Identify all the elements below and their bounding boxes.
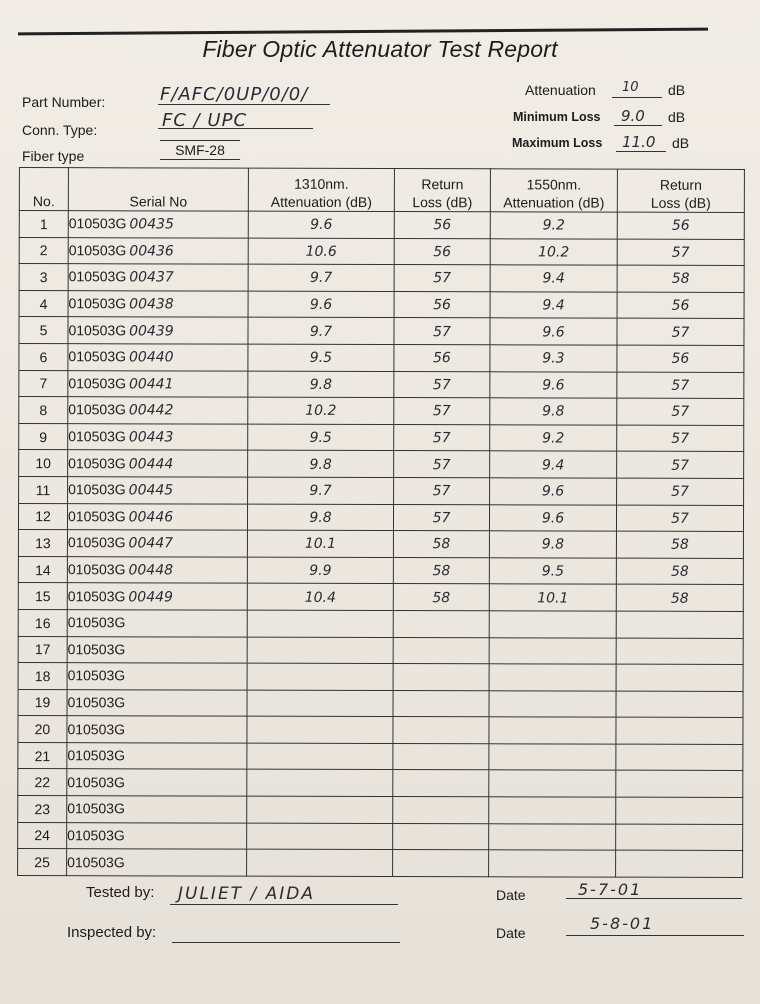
report-title: Fiber Optic Attenuator Test Report <box>202 36 558 62</box>
table-row <box>18 769 743 797</box>
row-rl1310 <box>393 823 489 850</box>
max-loss-label: Maximum Loss <box>512 136 603 150</box>
serial-prefix: 010503G <box>67 534 126 551</box>
row-att1310: 9.8 <box>247 504 393 531</box>
table-row <box>19 211 744 239</box>
col-header-att1310: 1310nm. Attenuation (dB) <box>248 168 394 211</box>
fiber-type-label: Fiber type <box>22 148 85 164</box>
conn-type-underline <box>158 128 313 129</box>
serial-prefix: 010503G <box>67 800 125 817</box>
row-att1310: 9.5 <box>248 424 394 451</box>
attenuation-label: Attenuation <box>525 82 596 98</box>
row-serial <box>68 317 248 344</box>
serial-prefix: 010503G <box>67 667 126 684</box>
row-no: 7 <box>19 370 68 397</box>
col-header-serial: Serial No <box>68 168 248 211</box>
row-no: 6 <box>19 344 68 371</box>
row-serial <box>67 636 247 663</box>
table-row <box>18 822 743 850</box>
row-att1550 <box>489 850 616 877</box>
row-rl1550: 58 <box>616 584 743 611</box>
row-rl1550: 57 <box>617 478 744 505</box>
row-att1310 <box>247 610 393 637</box>
min-loss-unit: dB <box>668 109 686 125</box>
row-att1550: 9.5 <box>489 558 616 585</box>
attenuation-underline <box>612 97 662 98</box>
row-rl1310: 57 <box>394 318 490 345</box>
part-number-label: Part Number: <box>22 94 106 110</box>
row-no: 5 <box>19 317 68 344</box>
serial-prefix: 010503G <box>67 561 126 578</box>
serial-prefix: 010503G <box>68 454 126 471</box>
table-row <box>19 237 744 265</box>
row-serial <box>68 450 248 477</box>
row-att1550 <box>489 690 616 717</box>
row-rl1550 <box>616 771 743 798</box>
serial-prefix: 010503G <box>68 348 127 365</box>
serial-number: 00444 <box>128 455 174 473</box>
table-row <box>18 609 743 637</box>
table-row <box>18 636 743 664</box>
row-no: 1 <box>19 211 68 238</box>
conn-type-value: FC / UPC <box>162 110 248 131</box>
row-serial <box>68 423 248 450</box>
row-no: 17 <box>18 636 67 663</box>
row-rl1310: 58 <box>393 584 489 611</box>
tested-by-label: Tested by: <box>86 884 155 901</box>
row-no: 23 <box>18 796 67 823</box>
table-row <box>18 716 743 744</box>
min-loss-label: Minimum Loss <box>513 110 601 124</box>
row-no: 19 <box>18 689 67 716</box>
row-att1310 <box>247 690 393 717</box>
tested-date-underline <box>566 898 742 899</box>
row-serial <box>67 743 247 770</box>
row-serial <box>68 264 248 291</box>
row-att1550 <box>489 770 616 797</box>
row-att1550: 9.2 <box>490 212 617 239</box>
table-row <box>18 796 743 824</box>
table-row <box>18 503 743 531</box>
row-att1310 <box>247 716 393 743</box>
row-serial <box>67 583 247 610</box>
row-no: 20 <box>18 716 67 743</box>
test-results-table <box>17 167 745 878</box>
serial-prefix: 010503G <box>67 587 126 604</box>
row-serial <box>67 822 247 849</box>
table-row <box>19 423 744 451</box>
part-number-underline <box>158 104 330 105</box>
attenuation-unit: dB <box>668 82 686 98</box>
row-att1550: 10.2 <box>490 238 617 265</box>
row-no: 4 <box>19 290 68 317</box>
table-row <box>19 264 744 292</box>
inspected-by-underline <box>172 942 400 943</box>
row-serial <box>68 237 248 264</box>
row-att1550: 9.6 <box>490 478 617 505</box>
row-rl1310: 57 <box>394 477 490 504</box>
row-serial <box>67 530 247 557</box>
row-rl1550: 56 <box>617 345 744 372</box>
row-no: 25 <box>18 849 67 876</box>
table-row <box>19 317 744 345</box>
row-rl1550: 57 <box>617 398 744 425</box>
row-rl1310 <box>393 637 489 664</box>
row-att1550: 9.6 <box>490 318 617 345</box>
serial-prefix: 010503G <box>67 827 125 844</box>
tested-by-underline <box>170 904 398 905</box>
row-rl1550: 57 <box>616 505 743 532</box>
row-att1550: 9.4 <box>490 265 617 292</box>
row-rl1550: 58 <box>616 558 743 585</box>
row-rl1550 <box>616 611 743 638</box>
row-att1310 <box>247 637 393 664</box>
row-att1550 <box>489 664 616 691</box>
row-no: 18 <box>18 663 67 690</box>
table-row <box>19 370 744 398</box>
attenuation-value: 10 <box>622 80 639 95</box>
serial-prefix: 010503G <box>68 401 126 418</box>
row-no: 3 <box>19 264 68 291</box>
row-rl1310: 57 <box>394 451 490 478</box>
row-att1310: 9.6 <box>248 211 394 238</box>
serial-number: 00443 <box>128 429 174 446</box>
table-row <box>19 476 744 504</box>
serial-number: 00445 <box>128 482 174 499</box>
row-rl1550: 58 <box>617 265 744 292</box>
row-no: 22 <box>18 769 67 796</box>
row-rl1310: 58 <box>393 531 489 558</box>
row-serial <box>68 397 248 424</box>
max-loss-underline <box>616 151 666 152</box>
row-serial <box>67 769 247 796</box>
col-header-att1550: 1550nm. Attenuation (dB) <box>490 169 617 212</box>
row-att1310: 9.6 <box>248 291 394 318</box>
row-no: 21 <box>18 742 67 769</box>
table-row <box>18 530 743 558</box>
row-serial <box>68 211 248 238</box>
row-rl1310 <box>393 610 489 637</box>
serial-prefix: 010503G <box>67 773 125 791</box>
tested-date-label: Date <box>496 887 526 903</box>
serial-number: 00436 <box>129 243 174 260</box>
table-header-row <box>19 168 744 213</box>
row-rl1550 <box>616 797 743 824</box>
serial-prefix: 010503G <box>67 853 125 870</box>
row-rl1550: 57 <box>617 318 744 345</box>
row-rl1550 <box>616 824 743 851</box>
row-att1310 <box>247 796 393 823</box>
row-rl1310: 56 <box>394 345 490 372</box>
table-row <box>18 742 743 770</box>
row-att1310 <box>247 743 393 770</box>
row-rl1550: 57 <box>617 372 744 399</box>
row-att1550 <box>489 744 616 771</box>
inspected-by-label: Inspected by: <box>67 924 157 941</box>
row-serial <box>68 370 248 397</box>
table-row <box>18 663 743 691</box>
serial-prefix: 010503G <box>68 242 127 259</box>
row-serial <box>68 344 248 371</box>
row-no: 24 <box>18 822 67 849</box>
row-no: 9 <box>19 423 68 450</box>
row-att1550: 9.8 <box>490 398 617 425</box>
table-row <box>18 849 743 877</box>
row-rl1310: 57 <box>394 398 490 425</box>
serial-prefix: 010503G <box>68 268 127 285</box>
row-rl1550: 57 <box>617 451 744 478</box>
serial-prefix: 010503G <box>67 614 126 631</box>
row-att1310: 10.6 <box>248 238 394 265</box>
part-number-value: F/AFC/0UP/0/0/ <box>160 84 309 105</box>
row-att1310 <box>247 770 393 797</box>
row-serial <box>68 290 248 317</box>
serial-prefix: 010503G <box>67 508 126 525</box>
row-att1550 <box>489 611 616 638</box>
row-att1310: 9.5 <box>248 344 394 371</box>
row-serial <box>67 689 247 716</box>
row-serial <box>67 663 247 690</box>
row-rl1550 <box>616 744 743 771</box>
row-serial <box>67 716 247 743</box>
serial-prefix: 010503G <box>68 295 127 312</box>
serial-number: 00448 <box>128 562 174 579</box>
row-att1550: 9.2 <box>490 425 617 452</box>
row-rl1310: 57 <box>394 371 490 398</box>
tested-by-value: JULIET / AIDA <box>178 884 315 904</box>
top-rule <box>18 28 708 36</box>
row-att1310: 9.8 <box>248 371 394 398</box>
fiber-type-value: SMF-28 <box>160 140 240 160</box>
row-rl1310 <box>393 797 489 824</box>
row-att1310: 10.1 <box>247 530 393 557</box>
row-att1550: 9.3 <box>490 345 617 372</box>
row-att1550: 9.4 <box>490 292 617 319</box>
row-no: 10 <box>19 450 68 477</box>
serial-number: 00442 <box>128 402 174 419</box>
row-att1550: 9.4 <box>490 451 617 478</box>
row-rl1550 <box>616 717 743 744</box>
serial-prefix: 010503G <box>67 694 126 711</box>
inspected-date-label: Date <box>496 925 526 941</box>
row-rl1550 <box>616 638 743 665</box>
row-rl1310: 58 <box>393 557 489 584</box>
serial-number: 00438 <box>129 296 174 313</box>
row-rl1550 <box>616 850 743 877</box>
row-att1550 <box>489 637 616 664</box>
row-rl1310 <box>393 743 489 770</box>
row-no: 13 <box>18 530 67 557</box>
row-att1310: 9.7 <box>248 264 394 291</box>
serial-prefix: 010503G <box>67 720 126 737</box>
row-rl1310 <box>393 664 489 691</box>
row-rl1310 <box>393 690 489 717</box>
row-rl1550: 57 <box>617 239 744 266</box>
row-rl1550 <box>616 664 743 691</box>
col-header-no: No. <box>19 168 68 211</box>
row-rl1550: 57 <box>617 425 744 452</box>
row-rl1310: 56 <box>394 212 490 239</box>
serial-prefix: 010503G <box>68 428 126 445</box>
row-serial <box>67 556 247 583</box>
row-att1310: 9.7 <box>248 318 394 345</box>
row-att1310 <box>247 849 393 876</box>
row-rl1310 <box>393 717 489 744</box>
row-no: 16 <box>18 609 67 636</box>
row-rl1310 <box>393 850 489 877</box>
table-row <box>19 290 744 318</box>
row-rl1310: 56 <box>394 238 490 265</box>
row-att1310 <box>247 823 393 850</box>
row-att1550: 9.6 <box>490 371 617 398</box>
row-serial <box>67 849 247 876</box>
table-row <box>19 344 744 372</box>
serial-number: 00446 <box>128 509 174 526</box>
row-att1310: 9.8 <box>248 450 394 477</box>
serial-number: 00449 <box>128 588 173 606</box>
row-rl1310: 57 <box>394 265 490 292</box>
row-att1550 <box>489 797 616 824</box>
col-header-rl1310: Return Loss (dB) <box>394 169 490 212</box>
serial-number: 00439 <box>129 323 174 340</box>
row-rl1310: 56 <box>394 291 490 318</box>
row-no: 2 <box>19 237 68 264</box>
serial-prefix: 010503G <box>67 747 126 764</box>
row-no: 8 <box>19 397 68 424</box>
row-att1310: 9.9 <box>247 557 393 584</box>
serial-prefix: 010503G <box>68 215 127 232</box>
row-no: 11 <box>19 476 68 503</box>
row-att1310: 10.2 <box>248 397 394 424</box>
row-rl1550: 58 <box>616 531 743 558</box>
row-rl1550: 56 <box>617 292 744 319</box>
table-row <box>19 450 744 478</box>
row-att1550: 9.6 <box>489 504 616 531</box>
table-row <box>18 689 743 717</box>
row-att1310 <box>247 663 393 690</box>
row-att1550: 9.8 <box>489 531 616 558</box>
row-rl1310: 57 <box>394 424 490 451</box>
table-row <box>18 583 743 611</box>
row-serial <box>67 610 247 637</box>
tested-date-value: 5-7-01 <box>578 880 643 899</box>
table-body <box>18 211 745 878</box>
row-serial <box>68 477 248 504</box>
row-rl1310 <box>393 770 489 797</box>
table-row <box>18 556 743 584</box>
serial-number: 00441 <box>128 376 174 393</box>
serial-number: 00447 <box>128 535 174 552</box>
row-no: 15 <box>18 583 67 610</box>
col-header-rl1550: Return Loss (dB) <box>617 169 744 212</box>
min-loss-underline <box>614 125 662 126</box>
row-att1310: 10.4 <box>247 583 393 610</box>
row-att1550 <box>489 823 616 850</box>
max-loss-unit: dB <box>672 135 690 151</box>
min-loss-value: 9.0 <box>621 107 645 125</box>
table-row <box>19 397 744 425</box>
row-rl1550: 56 <box>617 212 744 239</box>
serial-number: 00437 <box>129 269 174 286</box>
max-loss-value: 11.0 <box>622 133 656 151</box>
row-serial <box>67 503 247 530</box>
row-no: 12 <box>18 503 67 530</box>
row-serial <box>67 796 247 823</box>
inspected-date-underline <box>566 935 744 936</box>
serial-prefix: 010503G <box>67 640 126 658</box>
serial-number: 00440 <box>129 349 174 366</box>
serial-prefix: 010503G <box>68 481 126 498</box>
row-rl1550 <box>616 691 743 718</box>
row-no: 14 <box>18 556 67 583</box>
serial-number: 00435 <box>129 216 174 233</box>
conn-type-label: Conn. Type: <box>22 122 98 138</box>
serial-prefix: 010503G <box>68 321 127 339</box>
row-att1310: 9.7 <box>248 477 394 504</box>
row-att1550 <box>489 717 616 744</box>
row-att1550: 10.1 <box>489 584 616 611</box>
row-rl1310: 57 <box>393 504 489 531</box>
serial-prefix: 010503G <box>68 375 126 392</box>
inspected-date-value: 5-8-01 <box>590 914 655 933</box>
